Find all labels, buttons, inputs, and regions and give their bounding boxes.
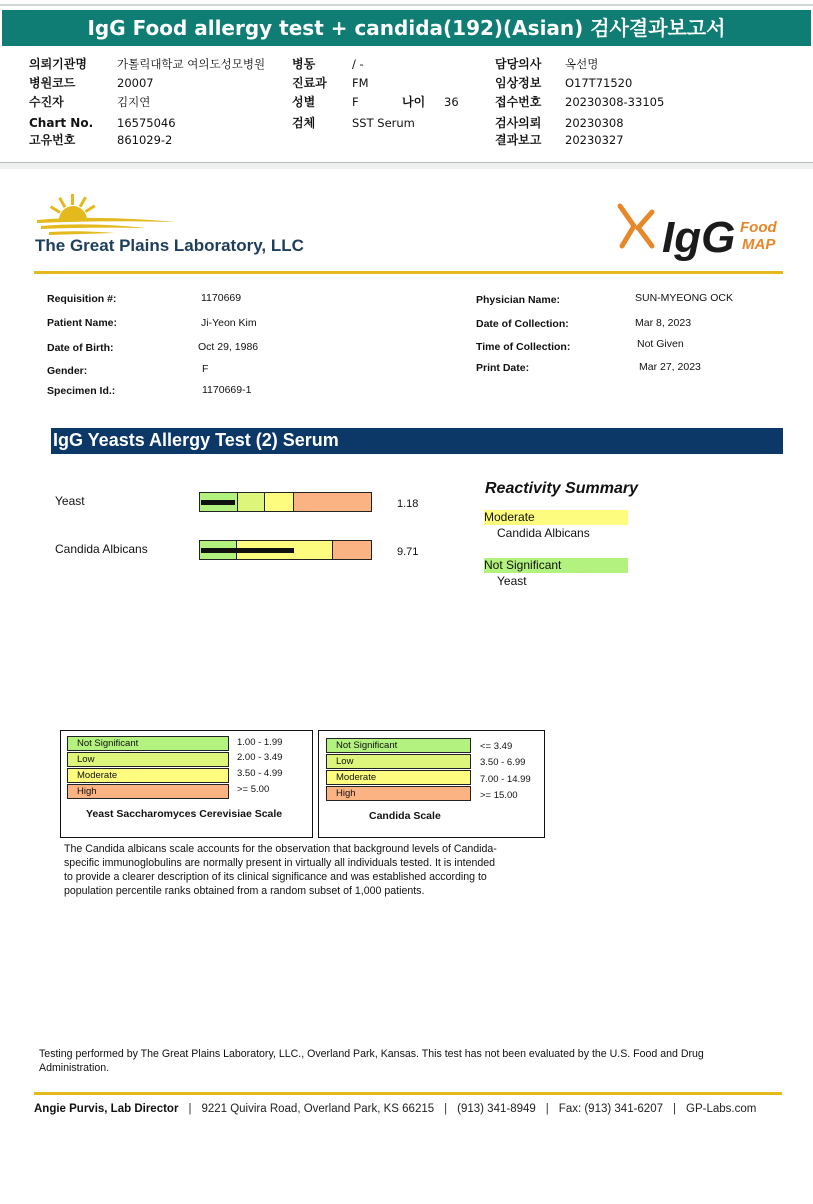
lab-name: The Great Plains Laboratory, LLC	[35, 236, 304, 255]
patient-info-value: 1170669	[201, 292, 242, 304]
scale-row-range: >= 5.00	[237, 784, 270, 795]
reactivity-summary-title: Reactivity Summary	[485, 480, 638, 497]
meter-segment	[294, 493, 371, 511]
footer-gold-rule	[34, 1092, 782, 1095]
physician-info-value: SUN-MYEONG OCK	[635, 292, 734, 304]
physician-info-value: Mar 8, 2023	[635, 317, 692, 329]
scale-caption: Candida Scale	[369, 810, 441, 822]
header-value: 김지연	[117, 95, 151, 109]
reactivity-item: Yeast	[497, 574, 527, 588]
header-value: F	[352, 95, 359, 109]
physician-info-label: Time of Collection:	[476, 341, 571, 353]
header-value: FM	[352, 76, 369, 90]
header-label: 임상정보	[495, 76, 542, 90]
scale-row-range: >= 15.00	[480, 790, 518, 801]
header-value: 20230327	[565, 133, 624, 147]
header-value: 20230308	[565, 116, 624, 130]
header-label: 결과보고	[495, 133, 542, 147]
reactivity-item: Candida Albicans	[497, 526, 590, 540]
header-value: 861029-2	[117, 133, 173, 147]
lab-address: 9221 Quivira Road, Overland Park, KS 66215	[201, 1103, 435, 1115]
header-value: 옥선명	[565, 57, 599, 71]
header-label: 의뢰기관명	[29, 57, 87, 71]
scale-row-range: 2.00 - 3.49	[237, 752, 283, 763]
patient-info-label: Specimen Id.:	[47, 385, 116, 397]
header-label: 검체	[292, 116, 316, 130]
header-label: 담당의사	[495, 57, 542, 71]
physician-info-label: Date of Collection:	[476, 318, 569, 330]
header-label: 성별	[292, 95, 316, 109]
patient-info-label: Date of Birth:	[47, 342, 114, 354]
patient-info-label: Patient Name:	[47, 317, 118, 329]
physician-info-label: Physician Name:	[476, 294, 561, 306]
logo-food-text: Food	[740, 219, 777, 236]
header-gold-rule	[34, 271, 783, 274]
scale-row-label: High	[326, 786, 471, 801]
header-label: 수진자	[29, 95, 64, 109]
result-name: Candida Albicans	[55, 542, 148, 556]
scale-row-range: 1.00 - 1.99	[237, 737, 283, 748]
physician-info-label: Print Date:	[476, 362, 530, 374]
antibody-icon	[612, 200, 660, 254]
igg-logo-text: IgG	[662, 213, 736, 262]
reactivity-level-tag: Moderate	[484, 510, 628, 525]
candida-scale-note: The Candida albicans scale accounts for the observation that background levels of Candida-specific immunoglobulins are normally present in virtually all individuals tested. It is intended to provide a clearer description of its clinical significance and was established according to population percentile ranks obtained from a random subset of 1,000 patients.	[64, 843, 497, 897]
header-label: 검사의뢰	[495, 116, 542, 130]
header-label: 병원코드	[29, 76, 76, 90]
header-value: 20007	[117, 76, 154, 90]
physician-info-value: Mar 27, 2023	[639, 361, 701, 373]
patient-info-value: Ji-Yeon Kim	[201, 317, 257, 329]
patient-info-label: Gender:	[47, 365, 88, 377]
header-value: 가톨릭대학교 여의도성모병원	[117, 57, 266, 71]
patient-info-value: Oct 29, 1986	[198, 341, 259, 353]
scale-row-range: 7.00 - 14.99	[480, 774, 531, 785]
result-value: 9.71	[397, 546, 419, 558]
scale-row-label: Low	[326, 754, 471, 769]
scale-caption: Yeast Saccharomyces Cerevisiae Scale	[86, 808, 283, 820]
scale-row-range: <= 3.49	[480, 741, 513, 752]
report-title: IgG Food allergy test + candida(192)(Asian) 검사결과보고서	[2, 10, 811, 46]
scale-row-label: Moderate	[67, 768, 229, 783]
patient-info-label: Requisition #:	[47, 293, 117, 305]
age-value: 36	[444, 95, 459, 109]
header-label: 고유번호	[29, 133, 76, 147]
top-divider	[0, 4, 813, 6]
header-label: 진료과	[292, 76, 327, 90]
footer: Angie Purvis, Lab Director | 9221 Quivira Road, Overland Park, KS 66215 | (913) 341-8949 | Fax: (913) 341-6207 | GP-Labs.com	[34, 1103, 757, 1115]
scale-row-label: Low	[67, 752, 229, 767]
patient-info-value: 1170669-1	[202, 384, 252, 396]
result-name: Yeast	[55, 494, 85, 508]
scale-row-label: Moderate	[326, 770, 471, 785]
age-label: 나이	[402, 95, 426, 109]
header-value: 16575046	[117, 116, 176, 130]
meter-segment	[265, 493, 294, 511]
result-level-bar	[201, 500, 235, 505]
header-gap-band	[0, 163, 813, 169]
lab-phone: (913) 341-8949	[457, 1103, 536, 1115]
meter-segment	[333, 541, 371, 559]
section-title: IgG Yeasts Allergy Test (2) Serum	[53, 430, 339, 450]
scale-row-range: 3.50 - 4.99	[237, 768, 283, 779]
header-value: / -	[352, 57, 364, 71]
result-level-bar	[201, 548, 294, 553]
header-label: Chart No.	[29, 116, 94, 130]
sun-logo	[35, 190, 180, 236]
reactivity-level-tag: Not Significant	[484, 558, 628, 573]
scale-row-label: Not Significant	[67, 736, 229, 751]
meter-segment	[238, 493, 266, 511]
logo-map-text: MAP	[742, 236, 776, 253]
scale-row-label: High	[67, 784, 229, 799]
scale-row-range: 3.50 - 6.99	[480, 757, 526, 768]
lab-director: Angie Purvis, Lab Director	[34, 1103, 179, 1115]
lab-website[interactable]: GP-Labs.com	[686, 1103, 757, 1115]
header-value: O17T71520	[565, 76, 633, 90]
lab-fax: Fax: (913) 341-6207	[558, 1103, 663, 1115]
header-label: 병동	[292, 57, 316, 71]
header-value: SST Serum	[352, 116, 415, 130]
physician-info-value: Not Given	[637, 338, 684, 350]
scale-row-label: Not Significant	[326, 738, 471, 753]
disclaimer: Testing performed by The Great Plains Laboratory, LLC., Overland Park, Kansas. This test has not been evaluated by the U.S. Food and Drug Administration.	[39, 1048, 704, 1074]
header-value: 20230308-33105	[565, 95, 665, 109]
result-value: 1.18	[397, 498, 419, 510]
header-label: 접수번호	[495, 95, 542, 109]
patient-info-value: F	[202, 363, 209, 375]
